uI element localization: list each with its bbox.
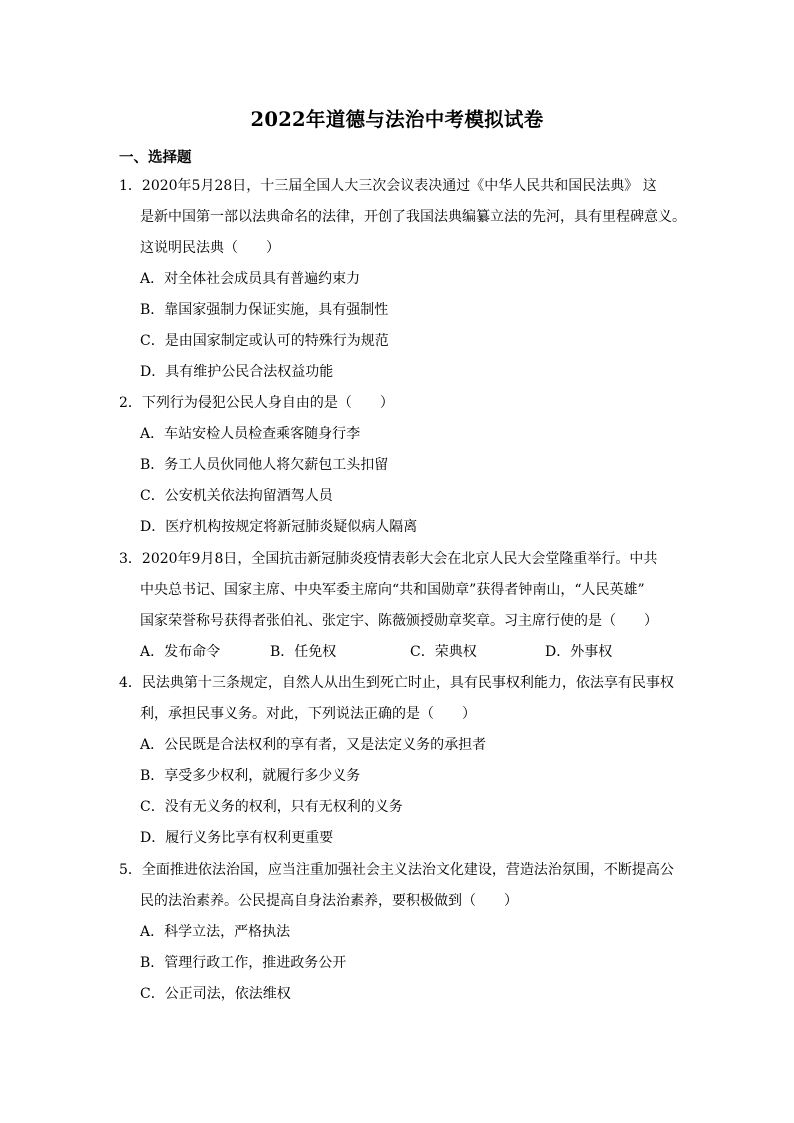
question-3-option-a: A．发布命令	[140, 644, 221, 660]
question-3-text-line-2: 中央总书记、国家主席、中央军委主席向“共和国勋章”获得者钟南山，“人民英雄”	[140, 582, 645, 598]
question-3-option-b: B．任免权	[270, 644, 337, 660]
question-2-option-b: B．务工人员伙同他人将欠薪包工头扣留	[140, 457, 389, 473]
question-4-option-c: C．没有无义务的权利，只有无权利的义务	[140, 799, 403, 815]
question-1-text-line-1: 1．2020年5月28日，十三届全国人大三次会议表决通过《中华人民共和国民法典》 这	[119, 178, 657, 194]
question-2-option-d: D．医疗机构按规定将新冠肺炎疑似病人隔离	[140, 519, 418, 535]
question-1-text-line-2: 是新中国第一部以法典命名的法律，开创了我国法典编纂立法的先河，具有里程碑意义。	[140, 209, 686, 225]
question-3-text-line-1: 3．2020年9月8日，全国抗击新冠肺炎疫情表彰大会在北京人民大会堂隆重举行。中共	[119, 551, 658, 567]
question-4-option-a: A．公民既是合法权利的享有者，又是法定义务的承担者	[140, 737, 487, 753]
question-5-option-c: C．公正司法，依法维权	[140, 986, 291, 1002]
question-1-option-c: C．是由国家制定或认可的特殊行为规范	[140, 333, 389, 349]
question-1-option-a: A．对全体社会成员具有普遍约束力	[140, 271, 361, 287]
question-5-text-line-1: 5．全面推进依法治国，应当注重加强社会主义法治文化建设，营造法治氛围，不断提高公	[119, 862, 674, 878]
question-4-text-line-1: 4．民法典第十三条规定，自然人从出生到死亡时止，具有民事权利能力，依法享有民事权	[119, 675, 674, 691]
section-heading: 一、选择题	[119, 149, 192, 166]
question-1-text-line-3: 这说明民法典（ ）	[140, 240, 280, 256]
question-2-option-c: C．公安机关依法拘留酒驾人员	[140, 488, 333, 504]
question-3-text-line-3: 国家荣誉称号获得者张伯礼、张定宇、陈薇颁授勋章奖章。习主席行使的是（ ）	[140, 613, 658, 629]
question-5-option-b: B．管理行政工作，推进政务公开	[140, 955, 347, 971]
question-2-option-a: A．车站安检人员检查乘客随身行李	[140, 426, 361, 442]
question-3-options-row	[140, 642, 660, 662]
question-2-text-line-1: 2．下列行为侵犯公民人身自由的是（ ）	[119, 395, 394, 411]
question-3-option-d: D．外事权	[545, 644, 613, 660]
question-3-option-c: C．荣典权	[410, 644, 477, 660]
question-5-option-a: A．科学立法，严格执法	[140, 924, 291, 940]
page-title: 2022年道德与法治中考模拟试卷	[250, 108, 544, 131]
question-4-option-d: D．履行义务比享有权利更重要	[140, 830, 334, 846]
question-4-option-b: B．享受多少权利，就履行多少义务	[140, 768, 361, 784]
question-5-text-line-2: 民的法治素养。公民提高自身法治素养，要积极做到（ ）	[140, 893, 518, 909]
question-1-option-b: B．靠国家强制力保证实施，具有强制性	[140, 302, 389, 318]
question-1-option-d: D．具有维护公民合法权益功能	[140, 364, 334, 380]
question-4-text-line-2: 利，承担民事义务。对此，下列说法正确的是（ ）	[140, 706, 476, 722]
